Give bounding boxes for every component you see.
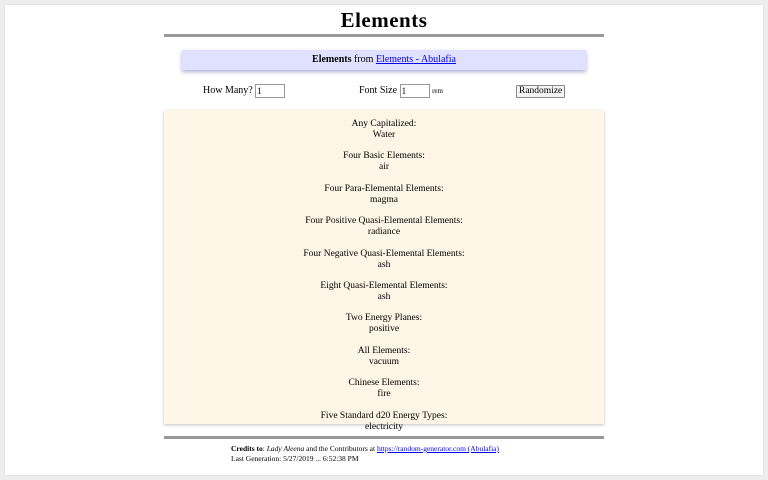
result-label: Two Energy Planes: — [345, 313, 423, 324]
title-divider — [164, 34, 604, 37]
result-label: Four Negative Quasi-Elemental Elements: — [303, 248, 465, 259]
font-size-label: Font Size — [359, 85, 398, 96]
randomize-button[interactable]: Randomize — [516, 85, 565, 98]
result-label: Five Standard d20 Energy Types: — [320, 410, 448, 421]
credits-text: and the Contributors at — [306, 444, 376, 453]
page-title: Elements — [340, 8, 428, 32]
credits-link[interactable]: https://random-generator.com (Abulafia) — [376, 444, 500, 453]
result-value: air — [378, 162, 390, 173]
result-label: Four Positive Quasi-Elemental Elements: — [305, 216, 463, 227]
controls-bar — [164, 83, 604, 103]
result-label: Eight Quasi-Elemental Elements: — [320, 280, 448, 291]
font-size-input[interactable] — [400, 84, 430, 98]
result-item — [164, 281, 604, 303]
source-from: from — [354, 54, 374, 65]
result-item — [164, 184, 604, 206]
result-value: ash — [377, 259, 391, 270]
result-value: radiance — [367, 227, 401, 238]
results-panel — [164, 110, 604, 432]
footer-divider — [164, 436, 604, 439]
randomize-control — [516, 83, 565, 99]
source-link[interactable]: Elements - Abulafia — [375, 54, 456, 65]
credits-separator: : — [262, 444, 265, 453]
result-value: fire — [377, 389, 391, 400]
credits — [164, 444, 604, 464]
source-banner — [182, 50, 586, 70]
result-label: Four Basic Elements: — [343, 151, 425, 162]
font-size-control — [359, 83, 443, 99]
how-many-control — [203, 83, 285, 99]
last-generation: Last Generation: 5/27/2019 ... 6:52:38 PM — [231, 454, 359, 463]
result-value: electricity — [365, 421, 403, 432]
result-item — [164, 119, 604, 141]
page — [5, 5, 763, 475]
result-label: Chinese Elements: — [348, 378, 420, 389]
result-value: positive — [368, 324, 400, 335]
font-size-unit: rem — [432, 87, 443, 95]
credits-label: Credits to — [231, 444, 263, 453]
result-value: ash — [377, 291, 391, 302]
source-name: Elements — [312, 54, 352, 65]
result-item — [164, 151, 604, 173]
how-many-label: How Many? — [203, 85, 253, 96]
result-item — [164, 216, 604, 238]
result-value: magma — [370, 194, 398, 205]
how-many-input[interactable] — [255, 84, 285, 98]
result-value: Water — [372, 130, 396, 140]
result-item — [164, 313, 604, 335]
result-label: All Elements: — [357, 345, 411, 356]
credits-author: Lady Aleena — [266, 444, 305, 453]
result-item — [164, 378, 604, 400]
content-column — [164, 5, 604, 464]
result-value: vacuum — [368, 356, 400, 367]
result-item — [164, 411, 604, 433]
result-item — [164, 346, 604, 368]
result-label: Any Capitalized: — [351, 119, 417, 129]
result-item — [164, 249, 604, 271]
result-label: Four Para-Elemental Elements: — [324, 183, 444, 194]
